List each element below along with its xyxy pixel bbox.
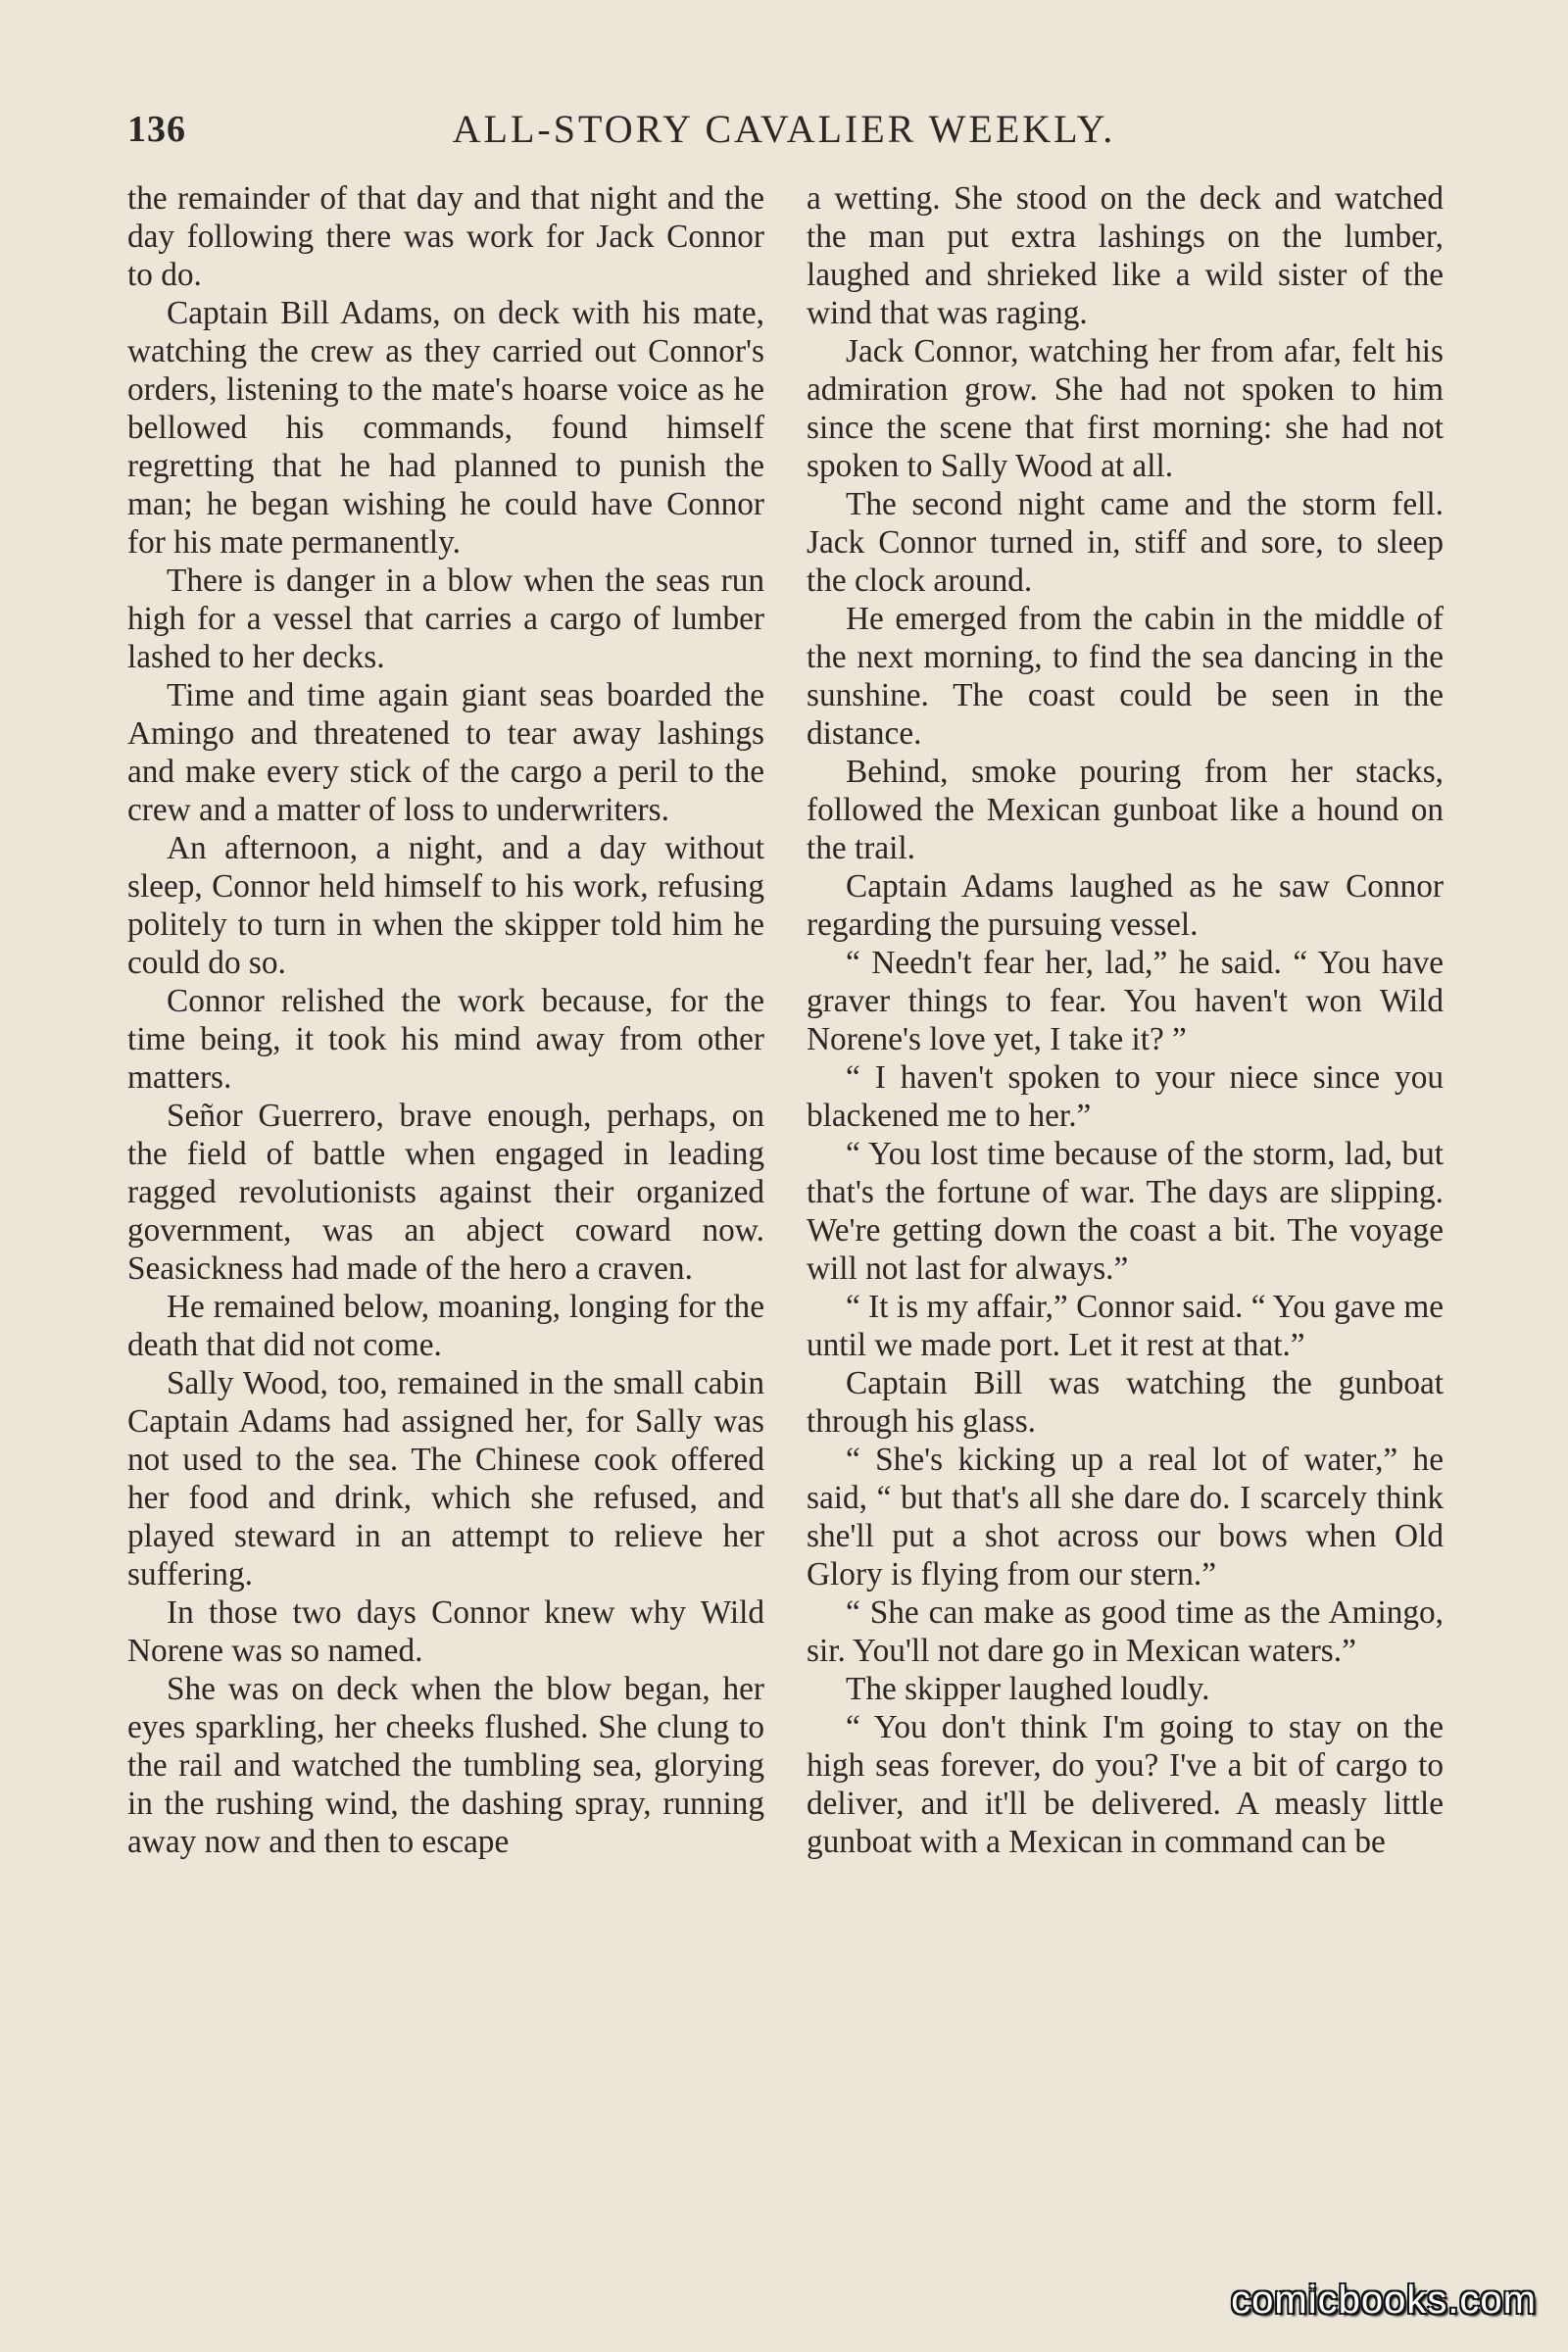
running-head: ALL-STORY CAVALIER WEEKLY. (452, 107, 1116, 151)
paragraph: The second night came and the storm fell. Jack Connor turned in, stiff and sore, to sleep the clock around. (807, 486, 1444, 599)
paragraph: Sally Wood, too, remained in the small cabin Captain Adams had assigned her, for Sally was not used to the sea. The Chinese cook offered her food and drink, which she refused, and played steward in an attempt to relieve her suffering. (127, 1365, 764, 1592)
paragraph: “ You don't think I'm going to stay on the high seas forever, do you? I've a bit of cargo to deliver, and it'll be delivered. A measly little gunboat with a Mexican in command can be (807, 1709, 1444, 1860)
paragraph: “ Needn't fear her, lad,” he said. “ You have graver things to fear. You haven't won Wild Norene's love yet, I take it? ” (807, 945, 1444, 1057)
left-column (127, 179, 764, 1861)
paragraph: “ You lost time because of the storm, lad, but that's the fortune of war. The days are slipping. We're getting down the coast a bit. The voyage will not last for always.” (807, 1136, 1444, 1287)
paragraph: “ It is my affair,” Connor said. “ You gave me until we made port. Let it rest at that.” (807, 1289, 1444, 1363)
paragraph: Captain Bill Adams, on deck with his mate, watching the crew as they carried out Connor's orders, listening to the mate's hoarse voice as he bellowed his commands, found himself regretting that he had planned to punish the man; he began wishing he could have Connor for his mate permanently. (127, 295, 764, 561)
paragraph: The skipper laughed loudly. (846, 1671, 1210, 1707)
paragraph: He remained below, moaning, longing for the death that did not come. (127, 1289, 764, 1363)
paragraph: Jack Connor, watching her from afar, felt his admiration grow. She had not spoken to him since the scene that first morning: she had not spoken to Sally Wood at all. (807, 333, 1444, 484)
paragraph: Captain Bill was watching the gunboat through his glass. (807, 1365, 1444, 1440)
paragraph: In those two days Connor knew why Wild Norene was so named. (127, 1594, 764, 1669)
paragraph: Señor Guerrero, brave enough, perhaps, on the field of battle when engaged in leading ragged revolutionists against their organized government, was an abject coward now. Seasickness had made of the hero a craven. (127, 1098, 764, 1287)
paragraph: Behind, smoke pouring from her stacks, followed the Mexican gunboat like a hound on the trail. (807, 754, 1444, 866)
paragraph: Time and time again giant seas boarded the Amingo and threatened to tear away lashings and make every stick of the cargo a peril to the crew and a matter of loss to underwriters. (127, 677, 764, 828)
right-column (807, 179, 1444, 1861)
paragraph: “ She's kicking up a real lot of water,” he said, “ but that's all she dare do. I scarcely think she'll put a shot across our bows when Old Glory is flying from our stern.” (807, 1442, 1444, 1592)
paragraph: There is danger in a blow when the seas run high for a vessel that carries a cargo of lumber lashed to her decks. (127, 563, 764, 675)
paragraph: Connor relished the work because, for the time being, it took his mind away from other matters. (127, 983, 764, 1096)
paragraph: a wetting. She stood on the deck and watched the man put extra lashings on the lumber, laughed and shrieked like a wild sister of the wind that was raging. (807, 180, 1444, 331)
page-number: 136 (127, 109, 186, 150)
paragraph: “ She can make as good time as the Amingo, sir. You'll not dare go in Mexican waters.” (807, 1594, 1444, 1669)
watermark: comicbooks.com (1231, 2278, 1537, 2322)
paragraph: She was on deck when the blow began, her eyes sparkling, her cheeks flushed. She clung to the rail and watched the tumbling sea, glorying in the rushing wind, the dashing spray, running away now and then to escape (127, 1671, 764, 1860)
paragraph: An afternoon, a night, and a day without sleep, Connor held himself to his work, refusing politely to turn in when the skipper told him he could do so. (127, 830, 764, 981)
paragraph: He emerged from the cabin in the middle of the next morning, to find the sea dancing in the sunshine. The coast could be seen in the distance. (807, 601, 1444, 752)
paragraph: Captain Adams laughed as he saw Connor regarding the pursuing vessel. (807, 868, 1444, 943)
paragraph: “ I haven't spoken to your niece since you blackened me to her.” (807, 1059, 1444, 1134)
paragraph: the remainder of that day and that night and the day following there was work for Jack Connor to do. (127, 180, 764, 293)
